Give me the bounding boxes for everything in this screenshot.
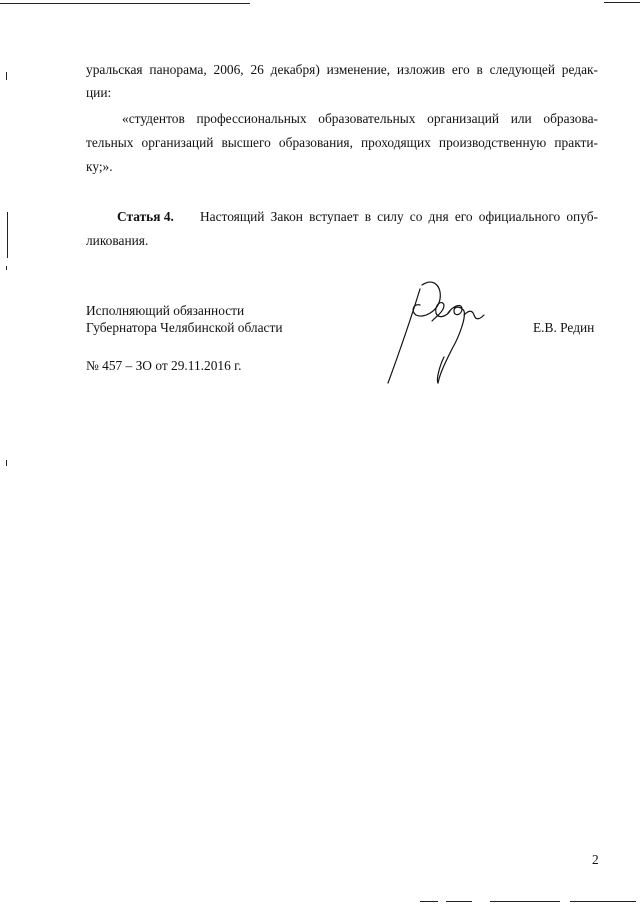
law-number: № 457 – ЗО от 29.11.2016 г. [86, 358, 242, 373]
scan-edge-top-left [0, 3, 250, 4]
article-4-line-1: Настоящий Закон вступает в силу со дня его официального опуб- [200, 209, 598, 224]
scan-edge-bottom-2 [446, 901, 472, 902]
quoted-paragraph-line-3: ку;». [86, 159, 113, 174]
page-number: 2 [592, 852, 599, 867]
signatory-title-line-2: Губернатора Челябинской области [86, 320, 283, 335]
scan-margin-mark-4 [6, 460, 7, 466]
article-4-line-2: ликования. [86, 233, 149, 248]
quoted-paragraph-line-2: тельных организаций высшего образования, проходящих производственную практи- [86, 135, 598, 150]
scan-margin-mark-2 [7, 212, 8, 258]
scan-margin-mark-3 [6, 266, 7, 270]
paragraph-continuation-line-1: уральская панорама, 2006, 26 декабря) изменение, изложив его в следующей редак- [86, 62, 598, 77]
scan-edge-bottom-4 [570, 901, 636, 902]
signatory-name: Е.В. Редин [533, 320, 595, 335]
article-4-label: Статья 4. [117, 209, 174, 224]
signatory-title-line-1: Исполняющий обязанности [86, 303, 245, 318]
scan-edge-bottom-3 [490, 901, 560, 902]
handwritten-signature-icon [382, 275, 497, 387]
quoted-paragraph-line-1: «студентов профессиональных образовательных организаций или образова- [122, 111, 598, 126]
scan-edge-top-right [604, 2, 640, 3]
paragraph-continuation-line-2: ции: [86, 85, 112, 100]
scan-margin-mark-1 [6, 72, 7, 80]
scan-edge-bottom-1 [420, 901, 438, 902]
